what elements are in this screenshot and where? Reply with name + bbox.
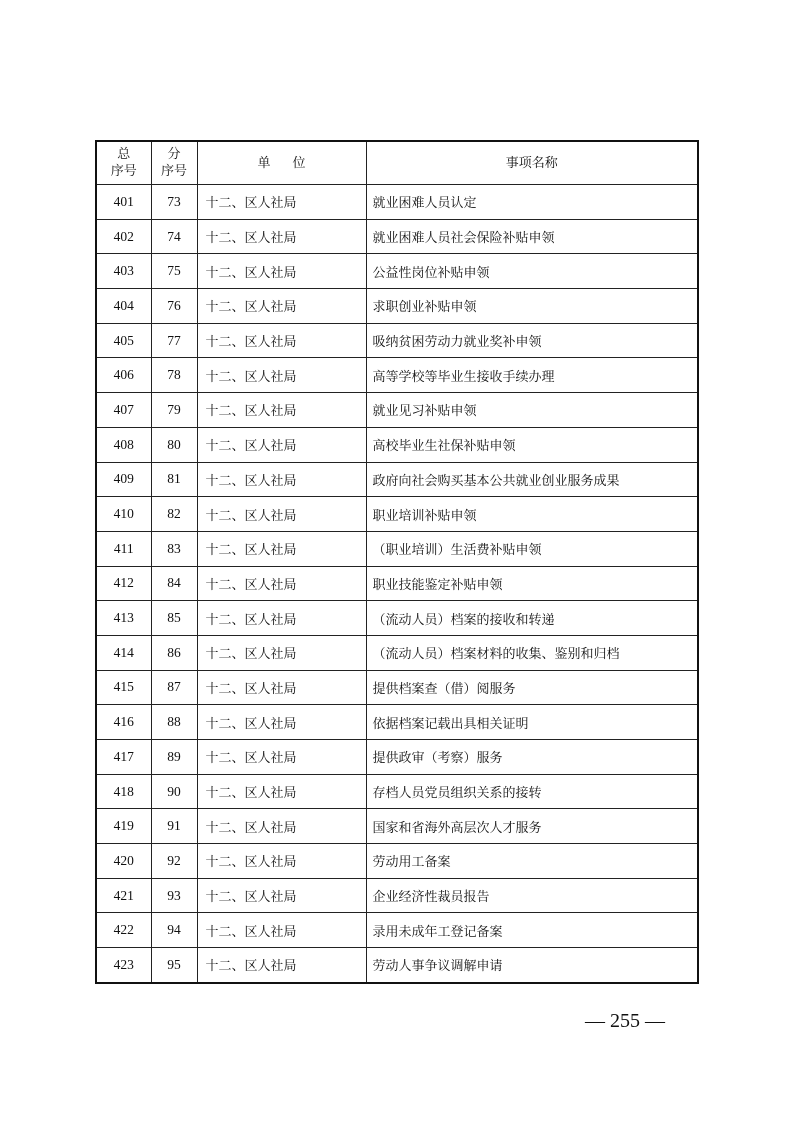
cell-total-number: 422 bbox=[96, 913, 151, 948]
cell-sub-number: 92 bbox=[151, 844, 197, 879]
table-row bbox=[96, 358, 698, 393]
table-row bbox=[96, 531, 698, 566]
cell-sub-number: 81 bbox=[151, 462, 197, 497]
cell-total-number: 412 bbox=[96, 566, 151, 601]
cell-item-name: 就业困难人员社会保险补贴申领 bbox=[366, 219, 698, 254]
cell-sub-number: 86 bbox=[151, 635, 197, 670]
header-row bbox=[96, 141, 698, 185]
cell-unit: 十二、区人社局 bbox=[197, 185, 366, 220]
page-number: — 255 — bbox=[585, 1010, 665, 1032]
cell-item-name: 企业经济性裁员报告 bbox=[366, 878, 698, 913]
cell-item-name: （流动人员）档案材料的收集、鉴别和归档 bbox=[366, 635, 698, 670]
cell-sub-number: 89 bbox=[151, 740, 197, 775]
cell-item-name: （职业培训）生活费补贴申领 bbox=[366, 531, 698, 566]
cell-total-number: 408 bbox=[96, 427, 151, 462]
cell-unit: 十二、区人社局 bbox=[197, 427, 366, 462]
cell-item-name: 政府向社会购买基本公共就业创业服务成果 bbox=[366, 462, 698, 497]
cell-item-name: 职业技能鉴定补贴申领 bbox=[366, 566, 698, 601]
cell-total-number: 403 bbox=[96, 254, 151, 289]
cell-unit: 十二、区人社局 bbox=[197, 740, 366, 775]
cell-sub-number: 90 bbox=[151, 774, 197, 809]
cell-total-number: 420 bbox=[96, 844, 151, 879]
table-row bbox=[96, 844, 698, 879]
cell-item-name: 高校毕业生社保补贴申领 bbox=[366, 427, 698, 462]
table-row bbox=[96, 948, 698, 983]
cell-item-name: 职业培训补贴申领 bbox=[366, 497, 698, 532]
cell-total-number: 419 bbox=[96, 809, 151, 844]
cell-unit: 十二、区人社局 bbox=[197, 254, 366, 289]
table-row bbox=[96, 497, 698, 532]
header-unit-label: 单位 bbox=[257, 155, 328, 171]
table-row bbox=[96, 185, 698, 220]
table-header bbox=[96, 141, 698, 185]
cell-total-number: 404 bbox=[96, 289, 151, 324]
table-row bbox=[96, 462, 698, 497]
table-row bbox=[96, 323, 698, 358]
header-sub-line1: 分 bbox=[167, 147, 181, 162]
cell-unit: 十二、区人社局 bbox=[197, 635, 366, 670]
cell-unit: 十二、区人社局 bbox=[197, 809, 366, 844]
cell-sub-number: 93 bbox=[151, 878, 197, 913]
cell-unit: 十二、区人社局 bbox=[197, 844, 366, 879]
items-table bbox=[95, 140, 699, 984]
cell-sub-number: 76 bbox=[151, 289, 197, 324]
cell-sub-number: 95 bbox=[151, 948, 197, 983]
table-row bbox=[96, 809, 698, 844]
table-row bbox=[96, 913, 698, 948]
cell-total-number: 402 bbox=[96, 219, 151, 254]
header-total-number bbox=[96, 141, 151, 185]
header-item-label: 事项名称 bbox=[505, 155, 558, 171]
cell-item-name: 依据档案记载出具相关证明 bbox=[366, 705, 698, 740]
cell-total-number: 421 bbox=[96, 878, 151, 913]
cell-sub-number: 75 bbox=[151, 254, 197, 289]
cell-total-number: 416 bbox=[96, 705, 151, 740]
table-row bbox=[96, 393, 698, 428]
cell-total-number: 410 bbox=[96, 497, 151, 532]
table-row bbox=[96, 566, 698, 601]
cell-total-number: 423 bbox=[96, 948, 151, 983]
header-total-line2: 序号 bbox=[110, 164, 137, 179]
cell-unit: 十二、区人社局 bbox=[197, 878, 366, 913]
cell-total-number: 415 bbox=[96, 670, 151, 705]
cell-sub-number: 77 bbox=[151, 323, 197, 358]
cell-unit: 十二、区人社局 bbox=[197, 289, 366, 324]
cell-total-number: 407 bbox=[96, 393, 151, 428]
table-row bbox=[96, 670, 698, 705]
table-row bbox=[96, 601, 698, 636]
cell-total-number: 401 bbox=[96, 185, 151, 220]
cell-item-name: 提供档案查（借）阅服务 bbox=[366, 670, 698, 705]
cell-total-number: 413 bbox=[96, 601, 151, 636]
cell-sub-number: 87 bbox=[151, 670, 197, 705]
table-row bbox=[96, 427, 698, 462]
cell-item-name: 国家和省海外高层次人才服务 bbox=[366, 809, 698, 844]
table-row bbox=[96, 635, 698, 670]
cell-sub-number: 88 bbox=[151, 705, 197, 740]
header-sub-line2: 序号 bbox=[160, 164, 187, 179]
table-row bbox=[96, 774, 698, 809]
cell-unit: 十二、区人社局 bbox=[197, 219, 366, 254]
cell-unit: 十二、区人社局 bbox=[197, 358, 366, 393]
cell-item-name: 高等学校等毕业生接收手续办理 bbox=[366, 358, 698, 393]
table-row bbox=[96, 254, 698, 289]
cell-sub-number: 83 bbox=[151, 531, 197, 566]
cell-total-number: 418 bbox=[96, 774, 151, 809]
cell-unit: 十二、区人社局 bbox=[197, 913, 366, 948]
table-body bbox=[96, 185, 698, 983]
cell-unit: 十二、区人社局 bbox=[197, 566, 366, 601]
table-row bbox=[96, 878, 698, 913]
cell-item-name: 就业见习补贴申领 bbox=[366, 393, 698, 428]
cell-sub-number: 85 bbox=[151, 601, 197, 636]
header-total-line1: 总 bbox=[117, 147, 131, 162]
cell-total-number: 417 bbox=[96, 740, 151, 775]
cell-item-name: 劳动人事争议调解申请 bbox=[366, 948, 698, 983]
table-row bbox=[96, 705, 698, 740]
cell-unit: 十二、区人社局 bbox=[197, 948, 366, 983]
cell-unit: 十二、区人社局 bbox=[197, 601, 366, 636]
cell-sub-number: 79 bbox=[151, 393, 197, 428]
cell-sub-number: 74 bbox=[151, 219, 197, 254]
cell-total-number: 414 bbox=[96, 635, 151, 670]
header-unit bbox=[197, 141, 366, 185]
table-row bbox=[96, 289, 698, 324]
cell-item-name: 公益性岗位补贴申领 bbox=[366, 254, 698, 289]
header-item-name bbox=[366, 141, 698, 185]
header-sub-number bbox=[151, 141, 197, 185]
cell-sub-number: 73 bbox=[151, 185, 197, 220]
cell-item-name: 录用未成年工登记备案 bbox=[366, 913, 698, 948]
cell-item-name: （流动人员）档案的接收和转递 bbox=[366, 601, 698, 636]
cell-sub-number: 82 bbox=[151, 497, 197, 532]
cell-item-name: 提供政审（考察）服务 bbox=[366, 740, 698, 775]
cell-sub-number: 84 bbox=[151, 566, 197, 601]
cell-unit: 十二、区人社局 bbox=[197, 705, 366, 740]
cell-sub-number: 78 bbox=[151, 358, 197, 393]
cell-item-name: 求职创业补贴申领 bbox=[366, 289, 698, 324]
table-row bbox=[96, 219, 698, 254]
cell-total-number: 406 bbox=[96, 358, 151, 393]
cell-unit: 十二、区人社局 bbox=[197, 774, 366, 809]
cell-unit: 十二、区人社局 bbox=[197, 393, 366, 428]
cell-unit: 十二、区人社局 bbox=[197, 670, 366, 705]
cell-total-number: 409 bbox=[96, 462, 151, 497]
cell-unit: 十二、区人社局 bbox=[197, 323, 366, 358]
cell-item-name: 吸纳贫困劳动力就业奖补申领 bbox=[366, 323, 698, 358]
cell-item-name: 就业困难人员认定 bbox=[366, 185, 698, 220]
cell-total-number: 405 bbox=[96, 323, 151, 358]
cell-unit: 十二、区人社局 bbox=[197, 462, 366, 497]
table-row bbox=[96, 740, 698, 775]
cell-total-number: 411 bbox=[96, 531, 151, 566]
cell-item-name: 存档人员党员组织关系的接转 bbox=[366, 774, 698, 809]
cell-sub-number: 80 bbox=[151, 427, 197, 462]
cell-sub-number: 91 bbox=[151, 809, 197, 844]
cell-item-name: 劳动用工备案 bbox=[366, 844, 698, 879]
cell-unit: 十二、区人社局 bbox=[197, 497, 366, 532]
cell-unit: 十二、区人社局 bbox=[197, 531, 366, 566]
cell-sub-number: 94 bbox=[151, 913, 197, 948]
